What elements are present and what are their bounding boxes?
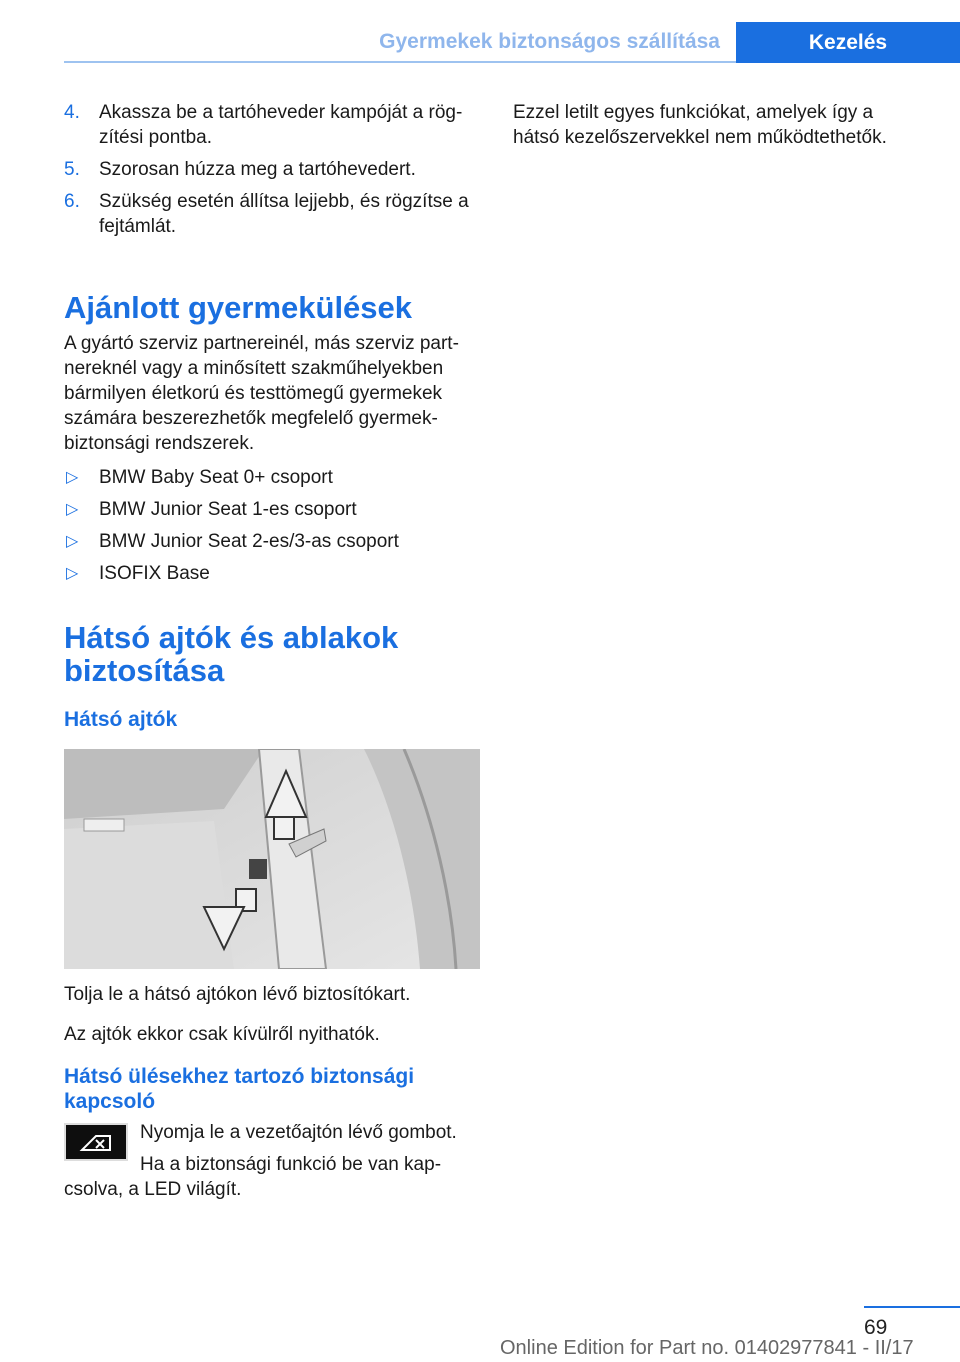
list-item-text: ISOFIX Base — [99, 563, 210, 584]
footer-rule — [864, 1306, 960, 1308]
footer-edition: Online Edition for Part no. 01402977841 - II/17 — [500, 1337, 914, 1359]
triangle-bullet-icon: ▷ — [66, 533, 79, 550]
header-tab[interactable]: Kezelés — [736, 22, 960, 63]
header-section-title: Gyermekek biztonságos szállítása — [379, 30, 720, 53]
list-item-text: BMW Junior Seat 1-es csoport — [99, 499, 357, 520]
list-item-text: BMW Junior Seat 2-es/3-as csoport — [99, 531, 399, 552]
list-item — [64, 529, 480, 554]
safety-switch-text-2: Ha a biztonsági funkció be van kapcsolva, a LED világít. — [64, 1154, 442, 1200]
page-number: 69 — [864, 1316, 888, 1339]
window-lock-button-icon — [64, 1123, 128, 1161]
step-number: 5. — [64, 159, 80, 180]
triangle-bullet-icon: ▷ — [66, 501, 79, 518]
rear-doors-heading: Hátsó ajtók — [64, 708, 178, 731]
rear-heading: Hátsó ajtók és ablakok biztosítása — [64, 620, 399, 688]
right-column — [513, 100, 913, 150]
list-item-text: BMW Baby Seat 0+ csoport — [99, 467, 333, 488]
step-4 — [64, 100, 480, 150]
step-text: Akassza be a tartóheveder kampóját a rögzítési pontba. — [99, 102, 463, 148]
recommended-heading: Ajánlott gyermekülések — [64, 290, 413, 325]
triangle-bullet-icon: ▷ — [66, 469, 79, 486]
safety-switch-block — [64, 1120, 480, 1202]
recommended-intro: A gyártó szerviz partnereinél, más szerviz partnereknél vagy a minősített szakműhelyekben bármilyen életkorú és testtömegű gyermekek számára beszerezhetők megfelelő gyermekbiztonsági rendszerek. — [64, 333, 459, 454]
safety-switch-heading: Hátsó ülésekhez tartozó biztonsági kapcsoló — [64, 1065, 415, 1113]
triangle-bullet-icon: ▷ — [66, 565, 79, 582]
list-item — [64, 497, 480, 522]
step-text: Szorosan húzza meg a tartóhevedert. — [99, 159, 416, 180]
right-column-text: Ezzel letilt egyes funkciókat, amelyek így a hátsó kezelőszervekkel nem működtethetők. — [513, 102, 887, 148]
step-5 — [64, 157, 480, 182]
left-column — [64, 100, 480, 1202]
safety-switch-text-1: Nyomja le a vezetőajtón lévő gombot. — [140, 1122, 457, 1143]
rear-doors-text-1: Tolja le a hátsó ajtókon lévő biztosítókart. — [64, 984, 411, 1005]
step-number: 6. — [64, 191, 80, 212]
step-6 — [64, 189, 480, 239]
list-item — [64, 561, 480, 586]
door-lock-illustration — [64, 749, 480, 969]
step-number: 4. — [64, 102, 80, 123]
rear-doors-text-2: Az ajtók ekkor csak kívülről nyithatók. — [64, 1024, 380, 1045]
step-text: Szükség esetén állítsa lejjebb, és rögzítse a fejtámlát. — [99, 191, 469, 237]
rear-door-lock-photo — [64, 749, 480, 969]
list-item — [64, 465, 480, 490]
